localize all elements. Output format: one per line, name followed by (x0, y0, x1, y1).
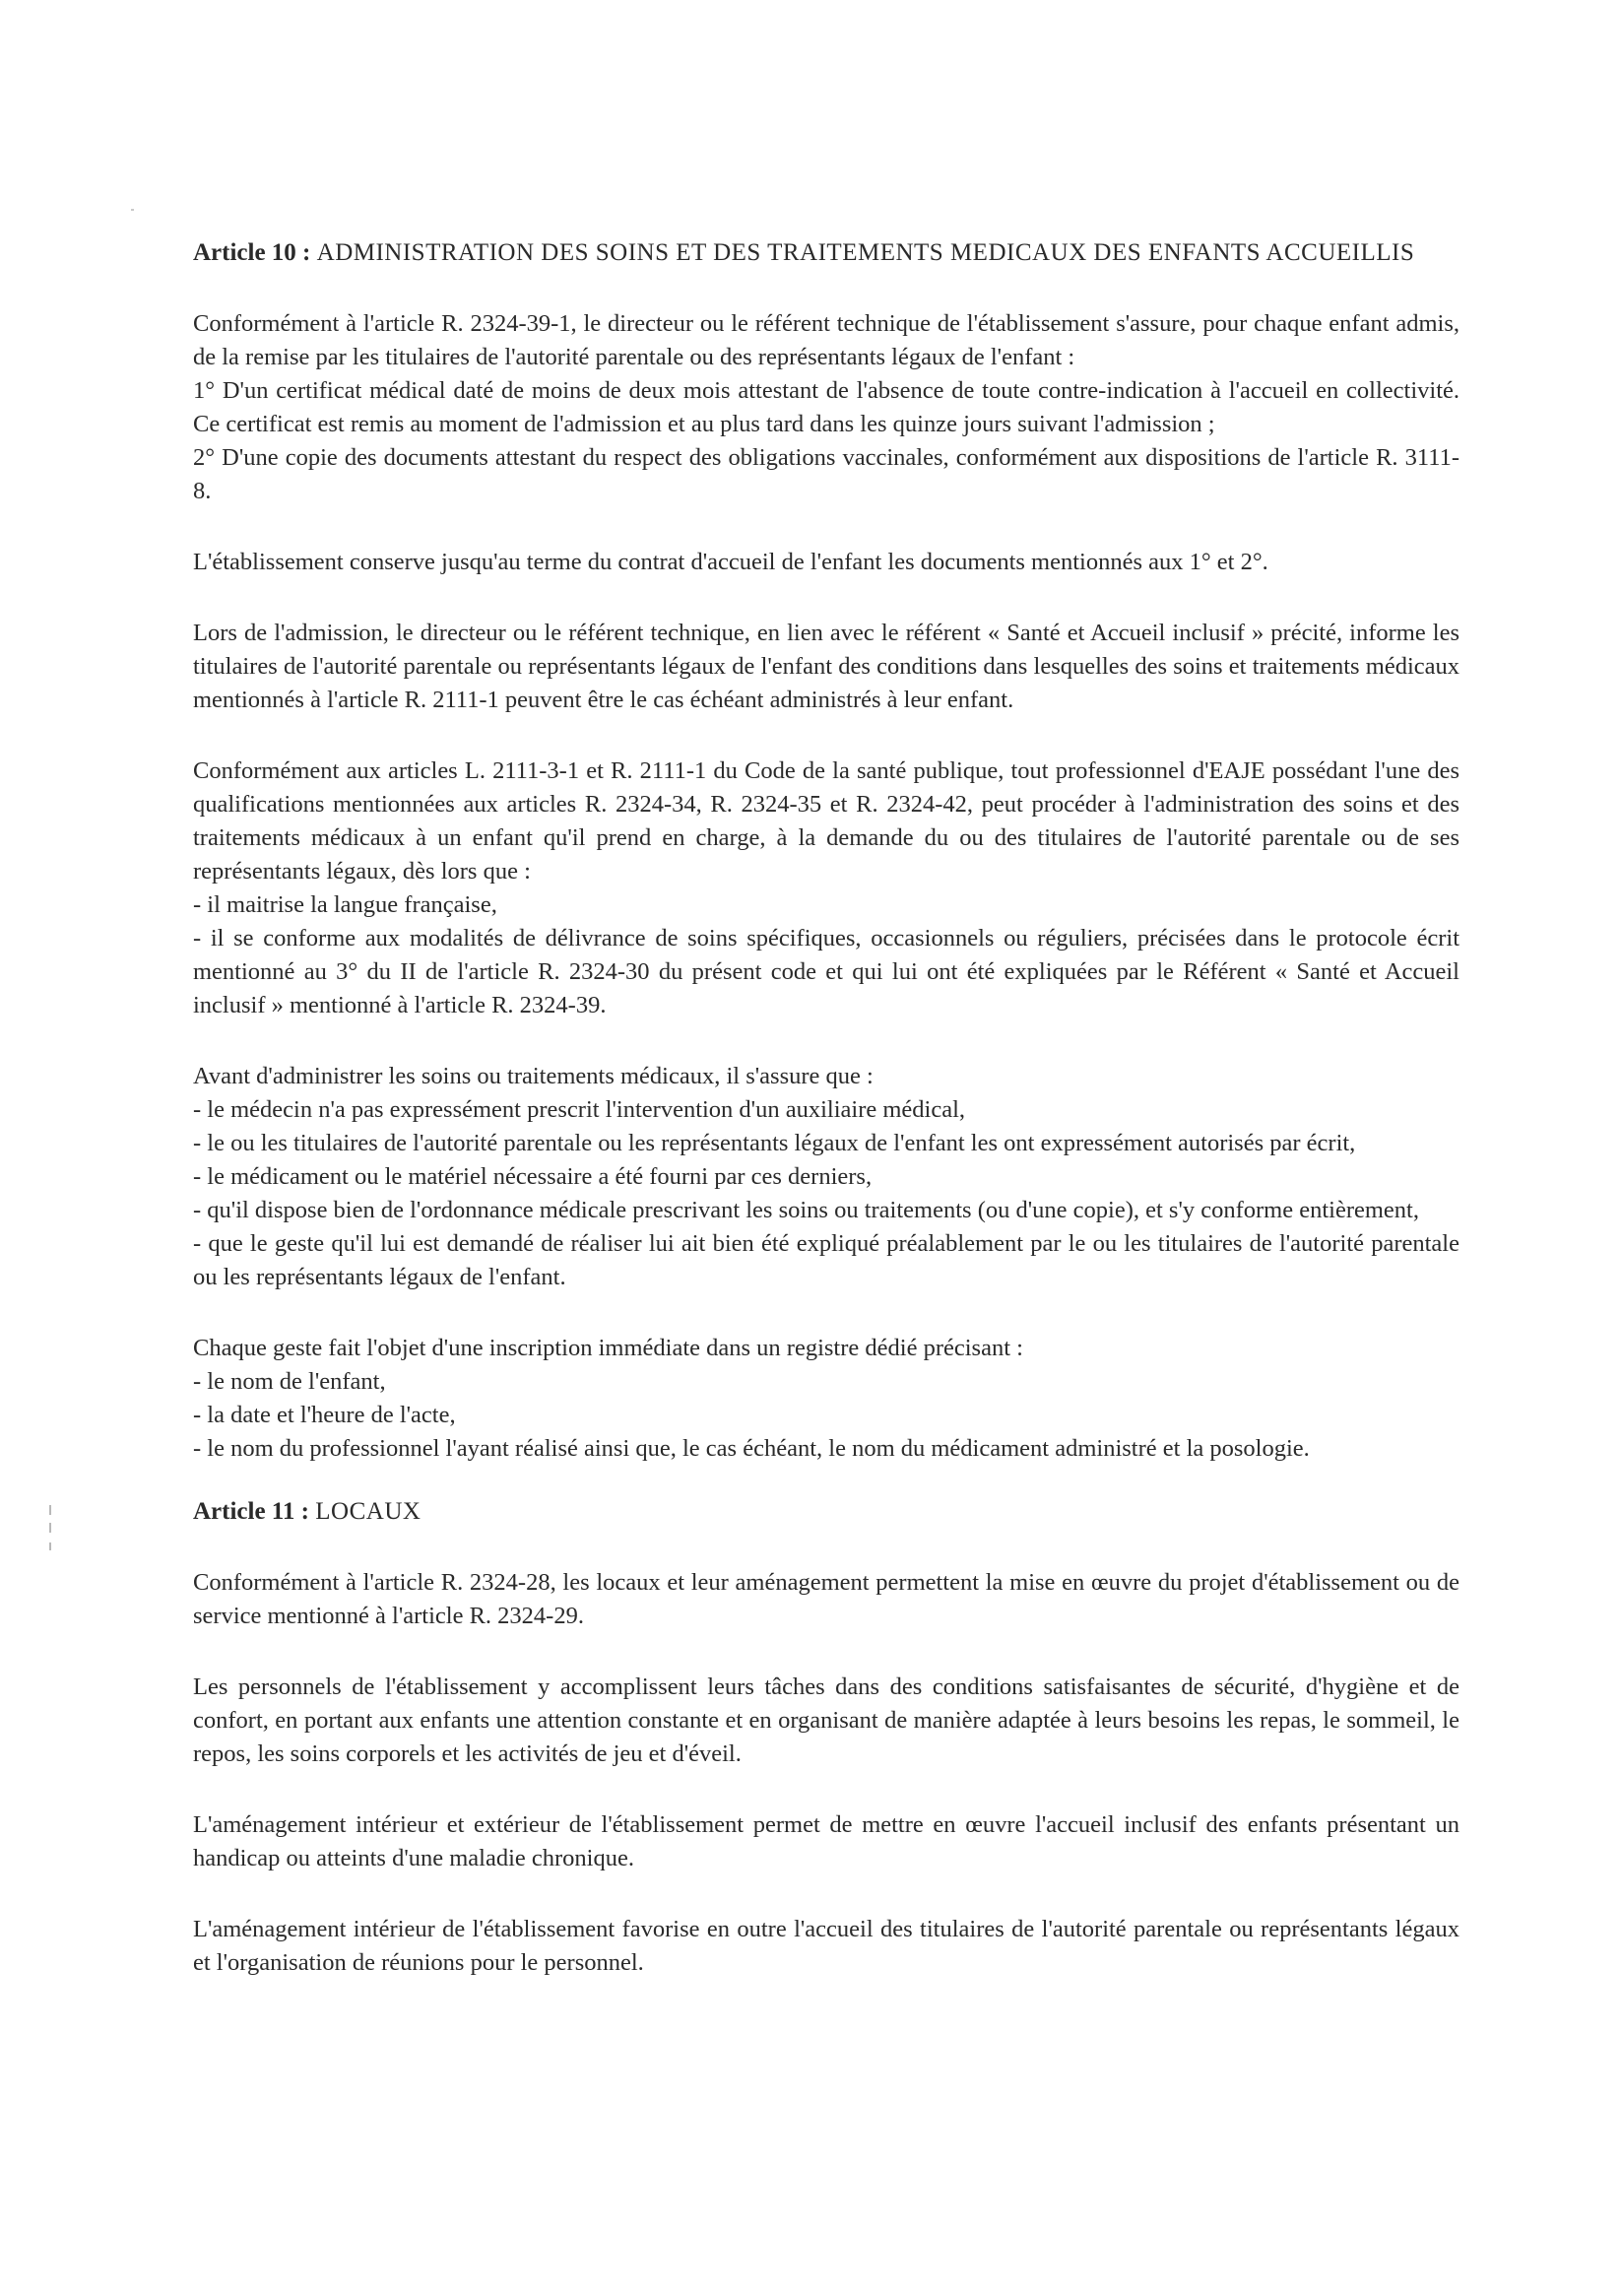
article-11-paragraph-3: L'aménagement intérieur et extérieur de l'établissement permet de mettre en œuvre l'accueil inclusif des enfants présentant un handicap ou atteints d'une maladie chronique. (193, 1811, 1459, 1871)
list-item: - le médicament ou le matériel nécessaire a été fourni par ces derniers, (193, 1163, 873, 1190)
paragraph-text: Conformément à l'article R. 2324-39-1, le directeur ou le référent technique de l'établissement s'assure, pour chaque enfant admis, de la remise par les titulaires de l'autorité parentale ou des représentants légaux de l'enfant : (193, 310, 1459, 370)
article-10-paragraph-2: L'établissement conserve jusqu'au terme du contrat d'accueil de l'enfant les documents mentionnés aux 1° et 2°. (193, 549, 1268, 575)
article-10-paragraph-1 (193, 307, 1459, 508)
scan-mark (49, 1542, 51, 1550)
article-10-paragraph-5 (193, 1060, 1459, 1294)
list-item: - la date et l'heure de l'acte, (193, 1402, 456, 1428)
article-11-heading (193, 1495, 1459, 1529)
article-10-paragraph-4 (193, 754, 1459, 1022)
article-10-paragraph-3: Lors de l'admission, le directeur ou le référent technique, en lien avec le référent « Santé et Accueil inclusif » précité, informe les titulaires de l'autorité parentale ou représentants légaux de l'enfant des conditions dans lesquelles des soins et traitements médicaux mentionnés à l'article R. 2111-1 peuvent être le cas échéant administrés à leur enfant. (193, 620, 1459, 713)
article-10-heading (193, 236, 1459, 270)
article-10-number: Article 10 : (193, 239, 311, 266)
paragraph-text: Avant d'administrer les soins ou traitements médicaux, il s'assure que : (193, 1063, 874, 1089)
scan-speck (131, 209, 134, 211)
scan-mark (49, 1523, 51, 1533)
article-11-paragraph-2: Les personnels de l'établissement y accomplissent leurs tâches dans des conditions satisfaisantes de sécurité, d'hygiène et de confort, en portant aux enfants une attention constante et en organisant de manière adaptée à leurs besoins les repas, le sommeil, le repos, les soins corporels et les activités de jeu et d'éveil. (193, 1673, 1459, 1767)
document-page (193, 236, 1459, 2017)
article-11-number: Article 11 : (193, 1498, 310, 1525)
list-item: - qu'il dispose bien de l'ordonnance médicale prescrivant les soins ou traitements (ou d'une copie), et s'y conforme entièrement, (193, 1197, 1419, 1223)
paragraph-text: Conformément aux articles L. 2111-3-1 et R. 2111-1 du Code de la santé publique, tout professionnel d'EAJE possédant l'une des qualifications mentionnées aux articles R. 2324-34, R. 2324-35 et R. 2324-42, peut procéder à l'administration des soins et des traitements médicaux à un enfant qu'il prend en charge, à la demande du ou des titulaires de l'autorité parentale ou de ses représentants légaux, dès lors que : (193, 757, 1459, 885)
paragraph-text: Chaque geste fait l'objet d'une inscription immédiate dans un registre dédié précisant : (193, 1335, 1023, 1361)
list-item: 1° D'un certificat médical daté de moins de deux mois attestant de l'absence de toute contre-indication à l'accueil en collectivité. Ce certificat est remis au moment de l'admission et au plus tard dans les quinze jours suivant l'admission ; (193, 377, 1459, 437)
list-item: - il maitrise la langue française, (193, 891, 497, 918)
article-11-title: LOCAUX (315, 1498, 421, 1525)
list-item: - le ou les titulaires de l'autorité parentale ou les représentants légaux de l'enfant les ont expressément autorisés par écrit, (193, 1130, 1356, 1156)
article-10-title: ADMINISTRATION DES SOINS ET DES TRAITEMENTS MEDICAUX DES ENFANTS ACCUEILLIS (316, 239, 1415, 266)
list-item: 2° D'une copie des documents attestant du respect des obligations vaccinales, conformément aux dispositions de l'article R. 3111-8. (193, 444, 1459, 504)
article-11-paragraph-1: Conformément à l'article R. 2324-28, les locaux et leur aménagement permettent la mise en œuvre du projet d'établissement ou de service mentionné à l'article R. 2324-29. (193, 1569, 1459, 1629)
article-11-paragraph-4: L'aménagement intérieur de l'établissement favorise en outre l'accueil des titulaires de l'autorité parentale ou représentants légaux et l'organisation de réunions pour le personnel. (193, 1916, 1459, 1976)
list-item: - il se conforme aux modalités de délivrance de soins spécifiques, occasionnels ou réguliers, précisées dans le protocole écrit mentionné au 3° du II de l'article R. 2324-30 du présent code et qui lui ont été expliquées par le Référent « Santé et Accueil inclusif » mentionné à l'article R. 2324-39. (193, 925, 1459, 1018)
list-item: - le nom du professionnel l'ayant réalisé ainsi que, le cas échéant, le nom du médicament administré et la posologie. (193, 1435, 1310, 1462)
scan-mark (49, 1505, 51, 1515)
list-item: - le médecin n'a pas expressément prescrit l'intervention d'un auxiliaire médical, (193, 1096, 966, 1123)
list-item: - le nom de l'enfant, (193, 1368, 386, 1395)
list-item: - que le geste qu'il lui est demandé de réaliser lui ait bien été expliqué préalablement par le ou les titulaires de l'autorité parentale ou les représentants légaux de l'enfant. (193, 1230, 1459, 1290)
article-10-paragraph-6 (193, 1332, 1459, 1466)
